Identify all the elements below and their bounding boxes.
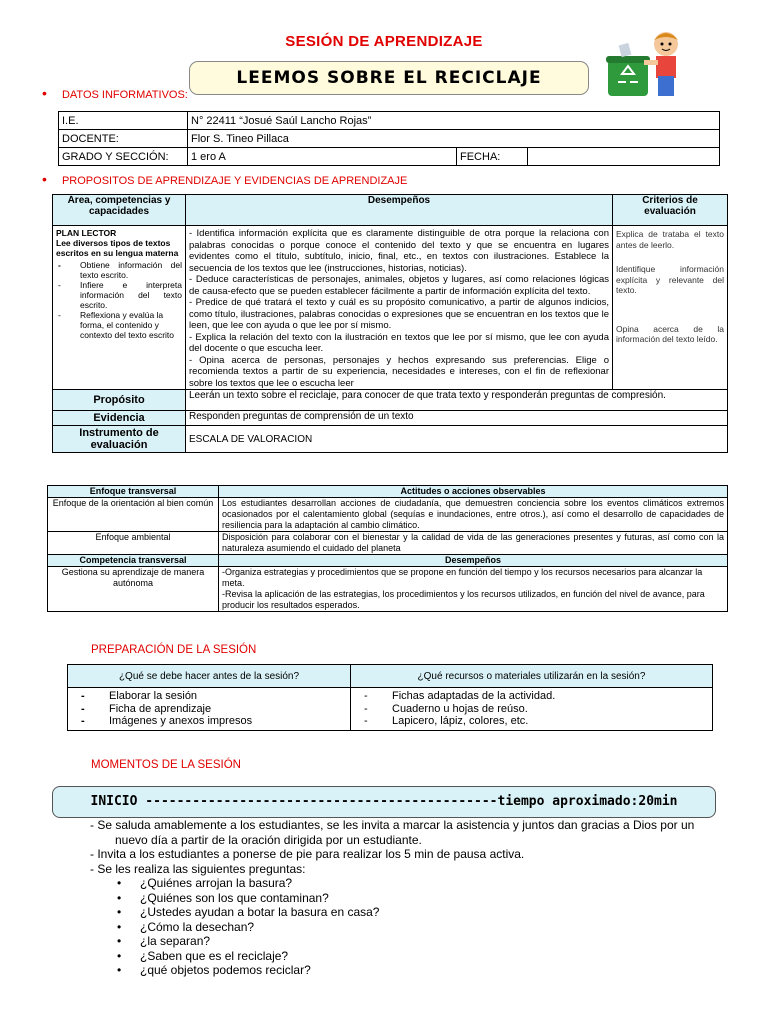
bullet-icon: •: [42, 171, 47, 187]
preguntas-list: [0, 876, 700, 978]
bullet-icon: •: [42, 85, 47, 101]
col-competencia: Competencia transversal: [48, 555, 219, 567]
comp-desempeno: -Revisa la aplicación de las estrategias, los procedimientos y los recursos utilizados, en función del nivel de avance, para producir los resultados esperados.: [222, 589, 705, 610]
list-item: • ¿Quiénes son los que contaminan?: [117, 890, 329, 905]
comp-desempeno: -Organiza estrategias y procedimientos que se propone en función del tiempo y los recursos necesarios para alcanzar la meta.: [222, 567, 703, 588]
enfoques-table: [47, 485, 728, 612]
col-criterios: Criterios de evaluación: [613, 195, 728, 226]
recursos-list: [354, 690, 709, 728]
col-enfoque: Enfoque transversal: [48, 486, 219, 498]
list-item: - Infiere e interpreta información del texto escrito.: [58, 280, 182, 310]
competencia-name: Gestiona su aprendizaje de manera autónoma: [48, 567, 219, 612]
inicio-line: nuevo día a partir de la oración dirigida por un estudiante.: [115, 832, 422, 847]
list-item: - Obtiene información del texto escrito.: [58, 260, 182, 280]
proposito-label: Propósito: [53, 390, 186, 411]
list-item: • ¿Saben que es el reciclaje?: [117, 948, 289, 963]
inicio-line: - Se les realiza las siguientes preguntas:: [90, 861, 306, 876]
desempeno-item: - Identifica información explícita que es claramente distinguible de otra porque la relaciona con palabras conocidas o porque conoce el contenido del texto y que se encuentra en lugares evidentes como el título, subtítulo, inicio, final, etc., en textos con ilustraciones. Establece la secuencia de los textos que lee (instrucciones, historias, noticias).: [189, 228, 609, 274]
list-item: • ¿la separan?: [117, 934, 211, 948]
enfoque-name: Enfoque ambiental: [48, 532, 219, 555]
list-item: - Cuaderno u hojas de reúso.: [364, 702, 528, 715]
momentos-heading: MOMENTOS DE LA SESIÓN: [91, 759, 241, 771]
desempeno-item: - Predice de qué tratará el texto y cuál es su propósito comunicativo, a partir de algunos indicios, como título, ilustraciones, palabras conocidas o expresiones que se encuentran en los textos que le leen, que lee con ayuda o que lee por sí mismo.: [189, 297, 609, 331]
evidencia-value: Responden preguntas de comprensión de un texto: [186, 411, 728, 426]
inicio-line: - Invita a los estudiantes a ponerse de pie para realizar los 5 min de pausa activa.: [90, 847, 525, 861]
inicio-text: [90, 818, 710, 876]
desempenos-cell: [186, 226, 613, 390]
criterio-item: Explica de trataba el texto antes de leerlo.: [616, 229, 724, 250]
recycling-boy-illustration: [600, 30, 692, 102]
col-actitudes: Actitudes o acciones observables: [219, 486, 728, 498]
docente-label: DOCENTE:: [59, 130, 188, 148]
criterio-item: Opina acerca de la información del texto leído.: [616, 323, 724, 344]
list-item: - Elaborar la sesión: [81, 690, 198, 702]
desempeno-item: - Explica la relación del texto con la ilustración en textos que lee por sí mismo, que lee con ayuda del docente o que escucha leer.: [189, 331, 609, 354]
plan-lector: PLAN LECTOR: [56, 228, 117, 238]
propositos-heading: PROPOSITOS DE APRENDIZAJE Y EVIDENCIAS DE APRENDIZAJE: [61, 175, 408, 187]
datos-heading: DATOS INFORMATIVOS:: [61, 89, 188, 101]
list-item: - Reflexiona y evalúa la forma, el contenido y contexto del texto escrito: [58, 310, 175, 340]
proposito-value: Leerán un texto sobre el reciclaje, para conocer de que trata texto y responderán preguntas de compresión.: [186, 390, 728, 411]
criterio-item: Identifique información explícita y relevante del texto.: [616, 264, 724, 295]
list-item: • ¿Quiénes arrojan la basura?: [117, 876, 293, 890]
col-recursos: ¿Qué recursos o materiales utilizarán en la sesión?: [351, 665, 713, 688]
desempeno-item: - Opina acerca de personas, personajes y hechos expresando sus preferencias. Elige o recomienda textos a partir de su experiencia, necesidades e intereses, con el fin de reflexionar sobre los textos que lee o escucha leer: [189, 354, 609, 389]
propositos-table: [52, 194, 728, 453]
list-item: - Fichas adaptadas de la actividad.: [364, 690, 556, 702]
col-comp-desempenos: Desempeños: [219, 555, 728, 567]
evidencia-label: Evidencia: [53, 411, 186, 426]
ie-label: I.E.: [59, 112, 188, 130]
list-item: • ¿qué objetos podemos reciclar?: [117, 963, 311, 977]
docente-value: Flor S. Tineo Pillaca: [188, 130, 720, 148]
competencia: Lee diversos tipos de textos escritos en su lengua materna: [56, 238, 179, 258]
instrumento-value: ESCALA DE VALORACION: [186, 426, 728, 453]
ie-value: N° 22411 “Josué Saúl Lancho Rojas”: [188, 112, 720, 130]
grado-label: GRADO Y SECCIÓN:: [59, 148, 188, 166]
list-item: - Ficha de aprendizaje: [81, 702, 212, 715]
instrumento-label: Instrumento de evaluación: [53, 426, 186, 453]
list-item: - Imágenes y anexos impresos: [81, 715, 253, 727]
capacidades-list: [56, 260, 182, 340]
enfoque-text: Disposición para colaborar con el bienestar y la calidad de vida de las generaciones presentes y futuras, así como con la naturaleza asumiendo el cuidado del planeta: [219, 532, 728, 555]
list-item: • ¿Ustedes ayudan a botar la basura en casa?: [117, 905, 380, 919]
session-title: SESIÓN DE APRENDIZAJE: [285, 33, 483, 50]
col-desempenos: Desempeños: [186, 195, 613, 226]
grado-value: 1 ero A: [188, 148, 457, 166]
page-title: LEEMOS SOBRE EL RECICLAJE: [189, 61, 589, 95]
fecha-value: [528, 148, 720, 166]
enfoque-name: Enfoque de la orientación al bien común: [48, 498, 219, 532]
list-item: • ¿Cómo la desechan?: [117, 919, 255, 934]
inicio-banner: INICIO ---------------------------------------------tiempo aproximado:20min: [52, 786, 716, 818]
antes-list: [71, 690, 347, 728]
desempeno-item: - Deduce características de personajes, animales, objetos y lugares, así como relaciones lógicas de causa-efecto que se pueden establecer fácilmente a partir de información explícita del texto.: [189, 274, 609, 297]
datos-table: [58, 111, 720, 166]
fecha-label: FECHA:: [457, 148, 528, 166]
enfoque-text: Los estudiantes desarrollan acciones de ciudadanía, que demuestren conciencia sobre los eventos climáticos extremos ocasionados por el calentamiento global (sequías e inundaciones, entre otros.), así como el desarrollo de capacidades de resiliencia para la adaptación al cambio climático.: [219, 498, 728, 532]
col-antes: ¿Qué se debe hacer antes de la sesión?: [68, 665, 351, 688]
preparacion-table: [67, 664, 713, 731]
col-area: Área, competencias y capacidades: [53, 195, 186, 226]
list-item: - Lapicero, lápiz, colores, etc.: [364, 715, 529, 727]
preparacion-heading: PREPARACIÓN DE LA SESIÓN: [91, 644, 257, 656]
inicio-line: - Se saluda amablemente a los estudiantes, se les invita a marcar la asistencia y juntos dan gracias a Dios por un: [90, 818, 695, 832]
